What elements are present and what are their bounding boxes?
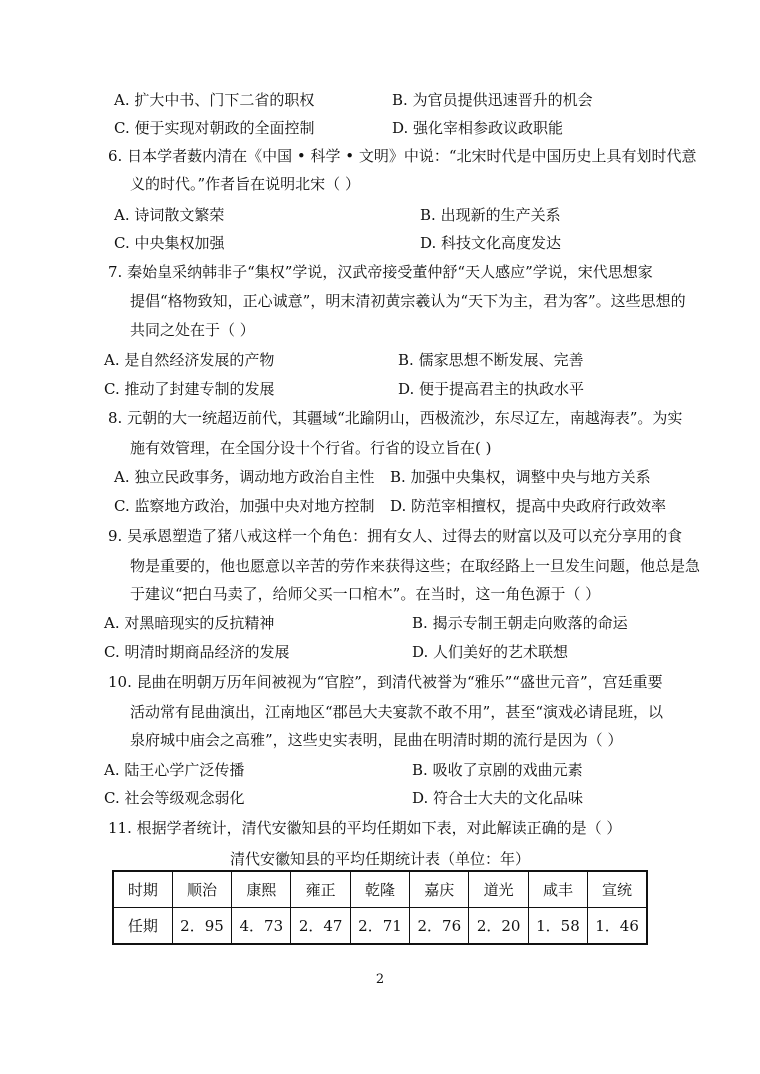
q8-option-a: A. 独立民政事务，调动地方政治自主性 <box>114 468 375 486</box>
q6-option-b: B. 出现新的生产关系 <box>420 206 561 224</box>
q7-option-b: B. 儒家思想不断发展、完善 <box>398 351 584 369</box>
q5-option-row-2 <box>0 116 760 140</box>
q8-stem-line-2: 施有效管理，在全国分设十个行省。行省的设立旨在( ) <box>130 439 492 457</box>
q10-option-a: A. 陆王心学广泛传播 <box>104 761 245 779</box>
table-cell: 雍正 <box>291 871 350 908</box>
q10-stem-line-1: 10. 昆曲在明朝万历年间被视为“官腔”，到清代被誉为“雅乐”“盛世元音”，宫廷重要 <box>108 673 663 691</box>
q6-option-row-2 <box>0 231 760 255</box>
q7-stem-line-2: 提倡“格物致知，正心诚意”，明末清初黄宗羲认为“天下为主，君为客”。这些思想的 <box>130 292 686 310</box>
q11-stem-line-1: 11. 根据学者统计，清代安徽知县的平均任期如下表，对此解读正确的是（ ） <box>108 819 622 837</box>
q9-stem-line-2: 物是重要的，他也愿意以辛苦的劳作来获得这些；在取经路上一旦发生问题，他总是急 <box>130 557 701 575</box>
q7-option-d: D. 便于提高君主的执政水平 <box>398 380 585 398</box>
q8-stem-line-1: 8. 元朝的大一统超迈前代，其疆域“北踰阴山，西极流沙，东尽辽左，南越海表”。为实 <box>108 409 683 427</box>
table-cell: 2．95 <box>172 908 231 945</box>
q9-option-d: D. 人们美好的艺术联想 <box>412 643 569 661</box>
q5-option-a: A. 扩大中书、门下二省的职权 <box>114 91 315 109</box>
q7-option-a: A. 是自然经济发展的产物 <box>104 351 275 369</box>
q9-stem-line-3: 于建议“把白马卖了，给师父买一口棺木”。在当时，这一角色源于（ ） <box>130 585 601 603</box>
q5-option-d: D. 强化宰相参政议政职能 <box>392 119 564 137</box>
table-cell: 2．20 <box>469 908 528 945</box>
q7-stem-line-1: 7. 秦始皇采纳韩非子“集权”学说，汉武帝接受董仲舒“天人感应”学说，宋代思想家 <box>108 263 653 281</box>
q9-option-a: A. 对黑暗现实的反抗精神 <box>104 614 275 632</box>
q10-option-row-2 <box>0 786 760 810</box>
q6-stem-line-1: 6. 日本学者薮内清在《中国 • 科学 • 文明》中说：“北宋时代是中国历史上具有划时代意 <box>108 147 697 165</box>
table-cell: 4．73 <box>232 908 291 945</box>
q10-option-d: D. 符合士大夫的文化品味 <box>412 789 584 807</box>
q9-option-row-1 <box>0 611 760 635</box>
q10-option-b: B. 吸收了京剧的戏曲元素 <box>412 761 583 779</box>
q7-option-c: C. 推动了封建专制的发展 <box>104 380 275 398</box>
q5-option-c: C. 便于实现对朝政的全面控制 <box>114 119 315 137</box>
table-cell: 2．71 <box>350 908 409 945</box>
q8-option-row-2 <box>0 494 760 518</box>
q9-option-row-2 <box>0 640 760 664</box>
q7-option-row-2 <box>0 377 760 401</box>
q6-option-c: C. 中央集权加强 <box>114 234 225 252</box>
table-cell: 2．47 <box>291 908 350 945</box>
q6-stem-line-2: 义的时代。”作者旨在说明北宋（ ） <box>130 175 360 193</box>
q5-option-row-1 <box>0 88 760 112</box>
table-cell: 1．46 <box>588 908 647 945</box>
q9-option-c: C. 明清时期商品经济的发展 <box>104 643 290 661</box>
q6-option-a: A. 诗词散文繁荣 <box>114 206 225 224</box>
table-cell: 1．58 <box>528 908 587 945</box>
q9-stem-line-1: 9. 吴承恩塑造了猪八戒这样一个角色：拥有女人、过得去的财富以及可以充分享用的食 <box>108 527 683 545</box>
table-row <box>113 908 647 945</box>
table-cell: 宣统 <box>588 871 647 908</box>
table-header-row <box>113 871 647 908</box>
q11-tenure-table <box>112 870 648 945</box>
q6-option-d: D. 科技文化高度发达 <box>420 234 562 252</box>
q8-option-d: D. 防范宰相擅权，提高中央政府行政效率 <box>390 497 667 515</box>
q9-option-b: B. 揭示专制王朝走向败落的命运 <box>412 614 628 632</box>
table-cell: 顺治 <box>172 871 231 908</box>
table-cell: 乾隆 <box>350 871 409 908</box>
table-cell: 时期 <box>113 871 172 908</box>
q7-stem-line-3: 共同之处在于（ ） <box>130 321 255 339</box>
table-cell: 康熙 <box>232 871 291 908</box>
q5-option-b: B. 为官员提供迅速晋升的机会 <box>392 91 593 109</box>
q10-stem-line-2: 活动常有昆曲演出，江南地区“郡邑大夫宴款不敢不用”，甚至“演戏必请昆班，以 <box>130 703 664 721</box>
q8-option-c: C. 监察地方政治，加强中央对地方控制 <box>114 497 375 515</box>
page-number: 2 <box>375 972 385 987</box>
q8-option-b: B. 加强中央集权，调整中央与地方关系 <box>390 468 651 486</box>
q8-option-row-1 <box>0 465 760 489</box>
table-cell: 任期 <box>113 908 172 945</box>
table-cell: 嘉庆 <box>410 871 469 908</box>
q10-option-row-1 <box>0 758 760 782</box>
q6-option-row-1 <box>0 203 760 227</box>
q10-option-c: C. 社会等级观念弱化 <box>104 789 245 807</box>
q11-table-title: 清代安徽知县的平均任期统计表（单位：年） <box>229 850 530 868</box>
table-cell: 2．76 <box>410 908 469 945</box>
table-cell: 道光 <box>469 871 528 908</box>
q7-option-row-1 <box>0 348 760 372</box>
q10-stem-line-3: 泉府城中庙会之高雅”，这些史实表明，昆曲在明清时期的流行是因为（ ） <box>130 731 623 749</box>
table-cell: 咸丰 <box>528 871 587 908</box>
